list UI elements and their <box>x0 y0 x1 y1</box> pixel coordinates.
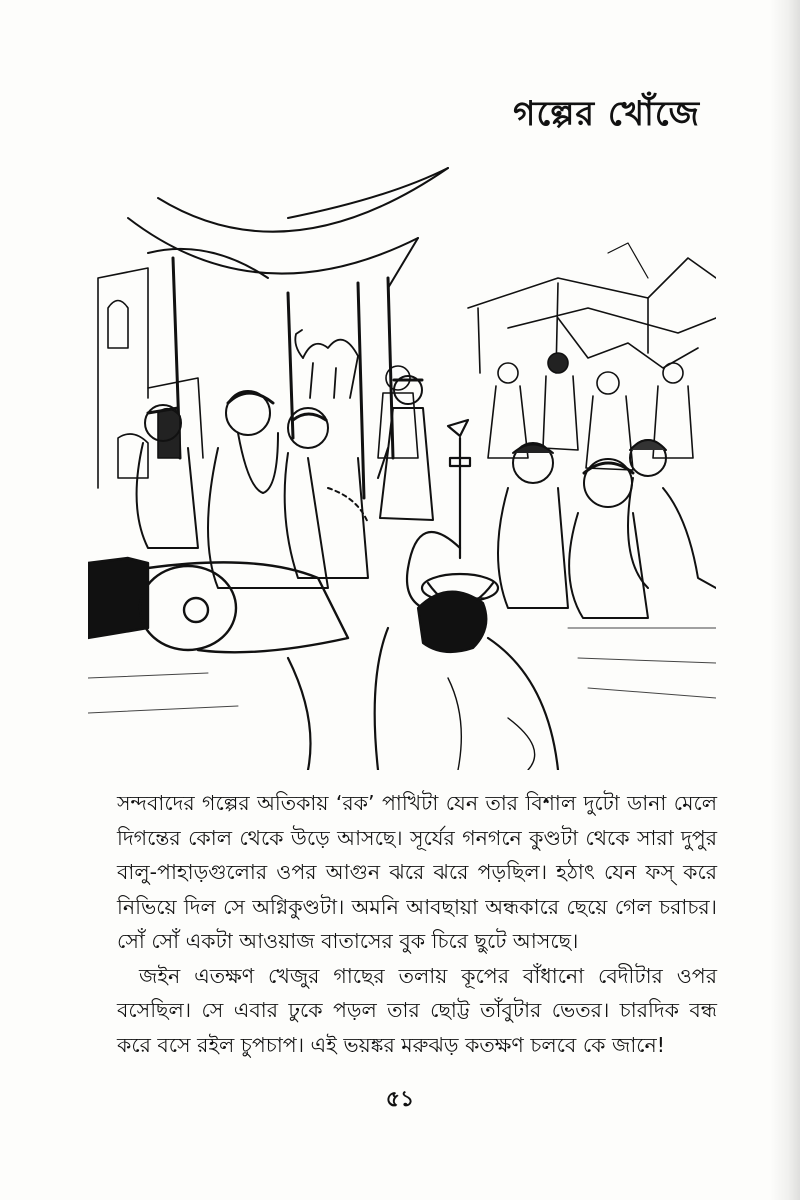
chapter-title: গল্পের খোঁজে <box>513 94 700 134</box>
market-stalls <box>468 243 716 373</box>
standing-man-center <box>378 376 433 520</box>
camel <box>295 330 358 398</box>
foreground-figure <box>288 592 558 770</box>
body-text <box>117 786 717 1062</box>
page-edge-shadow <box>770 0 800 1200</box>
paragraph-1: সন্দবাদের গল্পের অতিকায় ‘রক’ পাখিটা যেন তার বিশাল দুটো ডানা মেলে দিগন্তের কোল থেকে উড়ে আসছে। সূর্যের গনগনে কুণ্ডটা থেকে সারা দুপুর বালু-পাহাড়গুলোর ওপর আগুন ঝরে ঝরে পড়ছিল। হঠাৎ যেন ফস্ করে নিভিয়ে দিল সে অগ্নিকুণ্ডটা। অমনি আবছায়া অন্ধকারে ছেয়ে গেল চরাচর। সোঁ সোঁ একটা আওয়াজ বাতাসের বুক চিরে ছুটে আসছে। <box>117 791 717 953</box>
ground-shading <box>88 628 716 713</box>
page-number: ৫১ <box>385 1087 415 1112</box>
bazaar-illustration <box>88 158 716 770</box>
cushion <box>88 558 348 652</box>
left-buildings <box>98 268 203 488</box>
paragraph-2: জইন এতক্ষণ খেজুর গাছের তলায় কূপের বাঁধানো বেদীটার ওপর বসেছিল। সে এবার ঢুকে পড়ল তার ছোট্ট তাঁবুটার ভেতর। চারদিক বন্ধ করে বসে রইল চুপচাপ। এই ভয়ঙ্কর মরুঝড় কতক্ষণ চলবে কে জানে! <box>117 963 717 1057</box>
seated-men-right <box>498 440 716 618</box>
tent-poles <box>173 258 393 498</box>
canopy <box>128 168 448 288</box>
hookah <box>407 420 498 610</box>
